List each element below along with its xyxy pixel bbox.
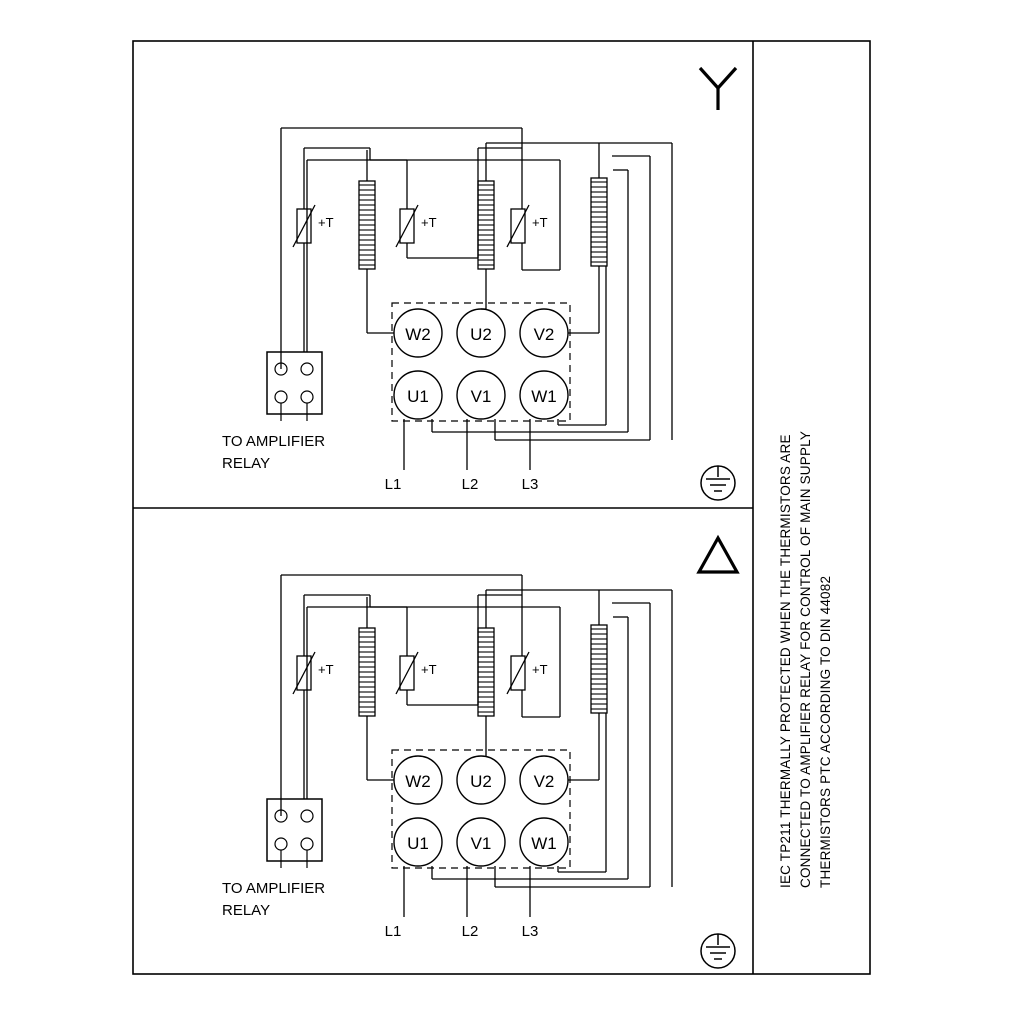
- thermistor-label-2: +T: [421, 662, 437, 677]
- amplifier-connector-block: [267, 352, 322, 414]
- amplifier-label-line2: RELAY: [222, 902, 271, 919]
- phase-label-l1: L1: [384, 923, 402, 940]
- thermistor-label-2: +T: [421, 215, 437, 230]
- terminal-w1: W1: [531, 834, 557, 853]
- phase-label-l2: L2: [461, 923, 479, 940]
- side-note-line1: IEC TP211 THERMALLY PROTECTED WHEN THE THERMISTORS ARE: [778, 434, 793, 888]
- thermistor-label-1: +T: [318, 662, 334, 677]
- winding-coils: [359, 178, 607, 269]
- winding-coils: [359, 625, 607, 716]
- phase-label-l3: L3: [521, 476, 539, 493]
- amplifier-label-line1: TO AMPLIFIER: [222, 880, 326, 897]
- amplifier-label-line2: RELAY: [222, 455, 271, 472]
- amplifier-connector-block: [267, 799, 322, 861]
- star-symbol: [700, 68, 736, 110]
- delta-symbol: [699, 538, 737, 572]
- star-connection-panel: [222, 68, 736, 500]
- amplifier-label-line1: TO AMPLIFIER: [222, 433, 326, 450]
- terminal-u2: U2: [470, 772, 492, 791]
- terminal-v2: V2: [533, 772, 555, 791]
- earth-symbol: [701, 466, 735, 500]
- terminal-v1: V1: [470, 387, 492, 406]
- terminal-u2: U2: [470, 325, 492, 344]
- phase-label-l2: L2: [461, 476, 479, 493]
- phase-label-l3: L3: [521, 923, 539, 940]
- terminal-v1: V1: [470, 834, 492, 853]
- side-note-line3: THERMISTORS PTC ACCORDING TO DIN 44082: [818, 575, 833, 888]
- thermistor-label-3: +T: [532, 662, 548, 677]
- phase-label-l1: L1: [384, 476, 402, 493]
- delta-connection-panel: [222, 538, 737, 968]
- earth-symbol: [701, 934, 735, 968]
- terminal-w1: W1: [531, 387, 557, 406]
- terminal-u1: U1: [407, 387, 429, 406]
- terminal-w2: W2: [405, 325, 431, 344]
- thermistor-label-1: +T: [318, 215, 334, 230]
- terminal-w2: W2: [405, 772, 431, 791]
- side-note-panel: [778, 431, 833, 888]
- terminal-u1: U1: [407, 834, 429, 853]
- thermistor-label-3: +T: [532, 215, 548, 230]
- terminal-v2: V2: [533, 325, 555, 344]
- side-note-line2: CONNECTED TO AMPLIFIER RELAY FOR CONTROL OF MAIN SUPPLY: [798, 430, 813, 888]
